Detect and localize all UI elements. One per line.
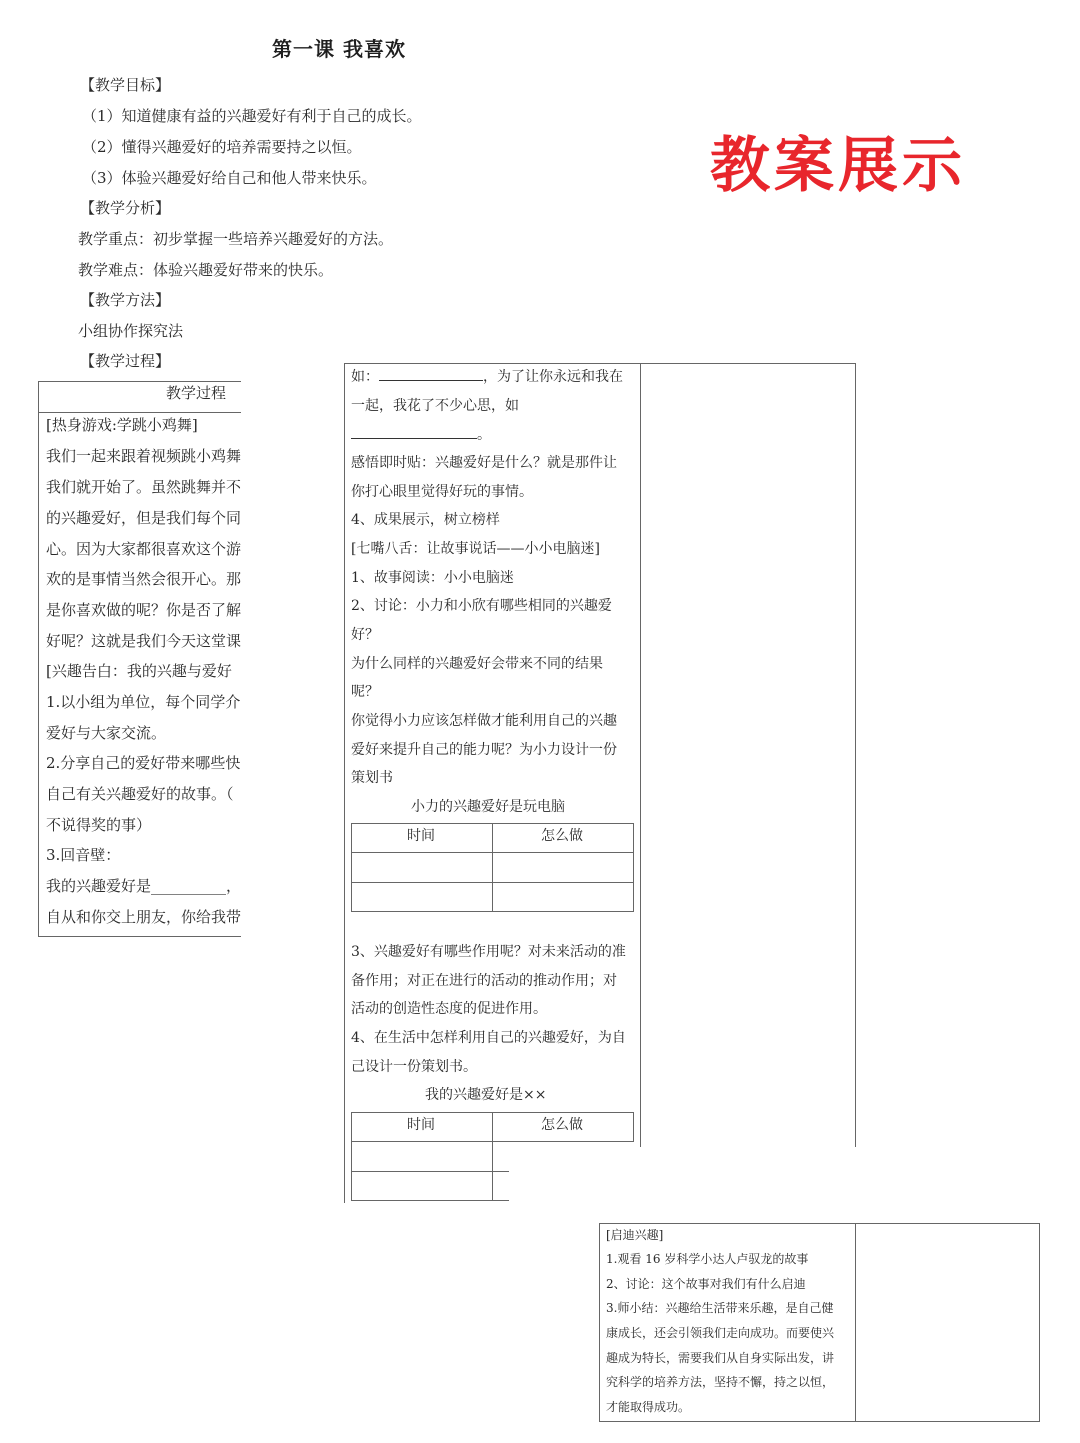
content-line: 感悟即时贴：兴趣爱好是什么？就是那件让: [351, 455, 617, 471]
plan-table-2-header-time: 时间: [407, 1117, 435, 1133]
objective-item: （3）体验兴趣爱好给自己和他人带来快乐。: [82, 169, 377, 187]
objective-item: （1）知道健康有益的兴趣爱好有利于自己的成长。: [82, 107, 422, 125]
fill-blank: [351, 424, 477, 439]
inspiration-column-divider: [855, 1224, 856, 1421]
process-line: 好呢？这就是我们今天这堂课: [46, 632, 241, 650]
example-line: [351, 366, 623, 386]
content-line: 活动的创造性态度的促进作用。: [351, 1001, 547, 1017]
objectives-header: 【教学目标】: [80, 76, 171, 94]
process-line: 是你喜欢做的呢？你是否了解: [46, 601, 241, 619]
process-line: 爱好与大家交流。: [46, 724, 167, 742]
content-line: 4、在生活中怎样利用自己的兴趣爱好，为自: [351, 1030, 626, 1046]
content-line: 好？: [351, 627, 379, 643]
process-line: 自从和你交上朋友，你给我带: [46, 908, 241, 926]
lesson-title: 第一课 我喜欢: [272, 37, 406, 61]
inspiration-line: 1.观看 16 岁科学小达人卢驭龙的故事: [606, 1252, 809, 1266]
process-table-header-label: 教学过程: [166, 384, 227, 402]
difficult-point: 教学难点：体验兴趣爱好带来的快乐。: [78, 261, 334, 279]
process-header: 【教学过程】: [80, 352, 171, 370]
plan-table-2-caption: 我的兴趣爱好是××: [425, 1087, 547, 1103]
fill-blank: [379, 366, 483, 381]
process-line: 我们就开始了。虽然跳舞并不: [46, 478, 241, 496]
process-table-left: [38, 381, 241, 937]
banner-text: 教案展示: [710, 131, 966, 201]
inspiration-table: [599, 1223, 1040, 1422]
content-line: 你觉得小力应该怎样做才能利用自己的兴趣: [351, 713, 617, 729]
content-line: 策划书: [351, 770, 393, 786]
content-line: 2、讨论：小力和小欣有哪些相同的兴趣爱: [351, 598, 612, 614]
process-line: 3.回音壁：: [46, 846, 121, 864]
plan-table-1-header-how: 怎么做: [541, 828, 583, 844]
content-line: 备作用；对正在进行的活动的推动作用；对: [351, 973, 617, 989]
frame-right: [855, 363, 856, 1147]
content-line: 3、兴趣爱好有哪些作用呢？对未来活动的准: [351, 944, 626, 960]
content-line: 爱好来提升自己的能力呢？为小力设计一份: [351, 742, 617, 758]
content-line: 1、故事阅读：小小电脑迷: [351, 570, 514, 586]
plan-table-2-header-how: 怎么做: [541, 1117, 583, 1133]
example-line-2: 一起，我花了不少心思，如: [351, 398, 519, 414]
process-line: 我们一起来跟着视频跳小鸡舞: [46, 447, 241, 465]
plan-table-1-caption: 小力的兴趣爱好是玩电脑: [411, 799, 565, 815]
objective-item: （2）懂得兴趣爱好的培养需要持之以恒。: [82, 138, 362, 156]
example-suffix: ，为了让你永远和我在: [483, 369, 623, 385]
example-line-3: [351, 424, 491, 444]
process-line: 1.以小组为单位，每个同学介: [46, 693, 241, 711]
inspiration-line: 趣成为特长，需要我们从自身实际出发，讲: [606, 1351, 835, 1365]
frame-left: [344, 363, 345, 1203]
key-point: 教学重点：初步掌握一些培养兴趣爱好的方法。: [78, 230, 394, 248]
process-line: 的兴趣爱好，但是我们每个同: [46, 509, 241, 527]
inspiration-line: 2、讨论：这个故事对我们有什么启迪: [606, 1277, 806, 1291]
process-line: 我的兴趣爱好是__________，: [46, 877, 241, 895]
process-table-middle: [344, 363, 856, 1203]
process-line: 心。因为大家都很喜欢这个游: [46, 540, 241, 558]
example-prefix: 如：: [351, 369, 379, 385]
process-line: [兴趣告白：我的兴趣与爱好: [46, 662, 232, 680]
process-table-header: [39, 382, 241, 413]
inspiration-line: 3.师小结：兴趣给生活带来乐趣，是自己健: [606, 1301, 834, 1315]
example-line-3-suffix: 。: [477, 427, 491, 443]
method-header: 【教学方法】: [80, 291, 171, 309]
process-line: 2.分享自己的爱好带来哪些快: [46, 754, 241, 772]
frame-column-divider: [640, 363, 641, 1147]
content-line: 己设计一份策划书。: [351, 1059, 477, 1075]
inspiration-line: 究科学的培养方法，坚持不懈，持之以恒，: [606, 1375, 835, 1389]
process-line: 欢的是事情当然会很开心。那: [46, 570, 241, 588]
inspiration-line: [启迪兴趣]: [606, 1228, 664, 1242]
method-text: 小组协作探究法: [78, 322, 184, 340]
content-line: [七嘴八舌：让故事说话——小小电脑迷]: [351, 541, 600, 557]
process-line: [热身游戏:学跳小鸡舞]: [46, 416, 198, 434]
plan-table-1-header-time: 时间: [407, 828, 435, 844]
process-line: 不说得奖的事）: [46, 816, 152, 834]
frame-top: [344, 363, 856, 364]
content-line: 你打心眼里觉得好玩的事情。: [351, 484, 533, 500]
inspiration-line: 康成长，还会引领我们走向成功。而要使兴: [606, 1326, 835, 1340]
process-line: 自己有关兴趣爱好的故事。（: [46, 785, 234, 803]
content-line: 呢？: [351, 684, 379, 700]
content-line: 4、成果展示，树立榜样: [351, 512, 500, 528]
inspiration-line: 才能取得成功。: [606, 1400, 691, 1414]
content-line: 为什么同样的兴趣爱好会带来不同的结果: [351, 656, 603, 672]
analysis-header: 【教学分析】: [80, 199, 171, 217]
